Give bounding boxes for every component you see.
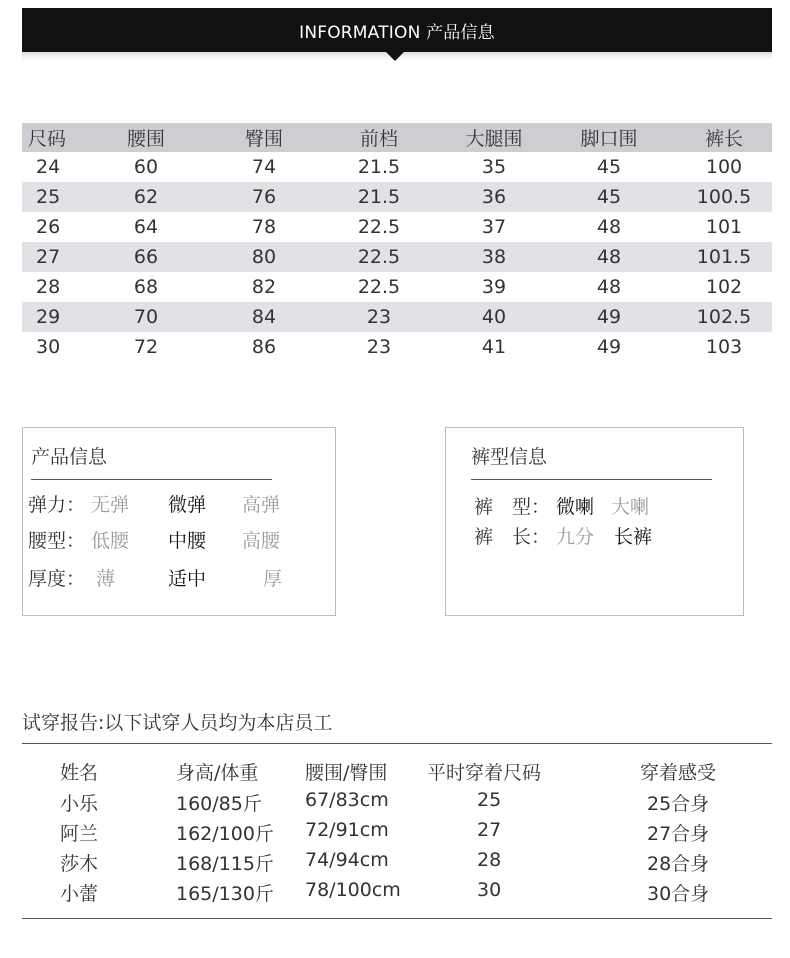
table-row	[22, 272, 772, 302]
cell: 70	[133, 306, 159, 328]
cell: 41	[481, 336, 507, 358]
header-name: 姓名	[60, 762, 99, 784]
banner-pointer-icon	[386, 52, 404, 61]
cell: 27	[36, 246, 61, 268]
pants-type-option-slight-flare: 微喇	[556, 496, 595, 518]
cell: 23	[366, 306, 392, 328]
cell: 78/100cm	[305, 879, 401, 901]
cell: 36	[481, 186, 507, 208]
fit-report-bottom-rule	[22, 918, 772, 919]
cell: 62	[133, 186, 159, 208]
banner-title: INFORMATION 产品信息	[299, 22, 495, 43]
cell: 26	[36, 216, 61, 238]
cell: 78	[251, 216, 277, 238]
cell: 48	[596, 276, 622, 298]
cell: 28	[477, 849, 502, 871]
cell: 22.5	[357, 216, 401, 238]
cell: 35	[481, 156, 507, 178]
cell: 45	[596, 186, 622, 208]
table-row	[22, 302, 772, 332]
elasticity-label: 弹力：	[28, 494, 86, 516]
fit-report-title: 试穿报告:以下试穿人员均为本店员工	[22, 712, 333, 734]
cell: 27	[477, 819, 502, 841]
cell: 37	[481, 216, 507, 238]
cell: 28	[36, 276, 61, 298]
cell: 60	[133, 156, 159, 178]
waist-type-label: 腰型：	[28, 530, 86, 552]
cell: 22.5	[357, 276, 401, 298]
cell: 82	[251, 276, 277, 298]
header-length: 裤长	[704, 128, 743, 150]
header-hip: 臀围	[244, 128, 283, 150]
elasticity-option-high: 高弹	[242, 494, 281, 516]
header-size: 尺码	[28, 128, 67, 150]
cell: 小乐	[60, 793, 99, 815]
cell: 40	[481, 306, 507, 328]
size-table	[22, 123, 772, 362]
table-row	[22, 332, 772, 362]
header-waist-hip: 腰围/臀围	[305, 762, 388, 784]
elasticity-option-slight: 微弹	[168, 494, 207, 516]
cell: 168/115斤	[176, 853, 274, 875]
cell: 80	[251, 246, 277, 268]
header-height-weight: 身高/体重	[176, 762, 259, 784]
cell: 49	[596, 306, 622, 328]
waist-type-option-mid: 中腰	[168, 530, 207, 552]
cell: 100.5	[696, 186, 752, 208]
cell: 莎木	[60, 853, 99, 875]
cell: 22.5	[357, 246, 401, 268]
thickness-option-thin: 薄	[96, 568, 116, 590]
cell: 阿兰	[60, 823, 99, 845]
cell: 160/85斤	[176, 793, 262, 815]
cell: 101.5	[696, 246, 752, 268]
table-row	[22, 819, 772, 849]
pants-length-label: 裤 长：	[474, 526, 551, 548]
cell: 24	[36, 156, 61, 178]
pants-length-option-full: 长裤	[614, 526, 653, 548]
cell: 72	[133, 336, 159, 358]
cell: 66	[133, 246, 159, 268]
cell: 30合身	[647, 883, 710, 905]
pants-length-option-ninth: 九分	[556, 526, 595, 548]
cell: 100	[705, 156, 743, 178]
cell: 102.5	[696, 306, 752, 328]
cell: 28合身	[647, 853, 710, 875]
thickness-label: 厚度：	[28, 568, 86, 590]
fit-report-top-rule	[22, 743, 772, 744]
cell: 25合身	[647, 793, 710, 815]
table-row	[22, 789, 772, 819]
thickness-option-thick: 厚	[263, 568, 283, 590]
cell: 49	[596, 336, 622, 358]
header-waist: 腰围	[126, 128, 165, 150]
table-row	[22, 212, 772, 242]
cell: 102	[705, 276, 743, 298]
cell: 30	[36, 336, 61, 358]
cell: 48	[596, 216, 622, 238]
header-front-rise: 前档	[359, 128, 398, 150]
cell: 25	[36, 186, 61, 208]
cell: 23	[366, 336, 392, 358]
cell: 74/94cm	[305, 849, 389, 871]
cell: 76	[251, 186, 277, 208]
cell: 162/100斤	[176, 823, 274, 845]
table-row	[22, 152, 772, 182]
product-info-title: 产品信息	[31, 446, 108, 468]
table-row	[22, 182, 772, 212]
cell: 29	[36, 306, 61, 328]
cell: 38	[481, 246, 507, 268]
product-info-box	[22, 427, 336, 616]
cell: 86	[251, 336, 277, 358]
cell: 68	[133, 276, 159, 298]
cell: 45	[596, 156, 622, 178]
cell: 39	[481, 276, 507, 298]
info-banner	[22, 8, 772, 52]
table-row	[22, 242, 772, 272]
cell: 103	[705, 336, 743, 358]
table-row	[22, 879, 772, 909]
cell: 27合身	[647, 823, 710, 845]
cell: 72/91cm	[305, 819, 389, 841]
cell: 67/83cm	[305, 789, 389, 811]
cell: 74	[251, 156, 277, 178]
waist-type-option-high: 高腰	[242, 530, 281, 552]
header-leg-opening: 脚口围	[580, 128, 638, 150]
cell: 101	[705, 216, 743, 238]
divider	[31, 479, 272, 480]
cell: 64	[133, 216, 159, 238]
cell: 165/130斤	[176, 883, 274, 905]
thickness-option-medium: 适中	[168, 568, 207, 590]
cell: 30	[477, 879, 502, 901]
cell: 21.5	[357, 156, 401, 178]
pants-type-label: 裤 型：	[474, 496, 551, 518]
table-row	[22, 849, 772, 879]
divider	[471, 479, 712, 480]
cell: 84	[251, 306, 277, 328]
pants-info-box	[445, 427, 744, 616]
fit-report-header	[22, 758, 772, 788]
header-fit-feeling: 穿着感受	[640, 762, 717, 784]
cell: 48	[596, 246, 622, 268]
cell: 21.5	[357, 186, 401, 208]
cell: 小蕾	[60, 883, 99, 905]
header-thigh: 大腿围	[465, 128, 523, 150]
header-usual-size: 平时穿着尺码	[427, 762, 542, 784]
pants-type-option-wide-flare: 大喇	[611, 496, 650, 518]
size-table-header	[22, 123, 772, 152]
cell: 25	[477, 789, 502, 811]
waist-type-option-low: 低腰	[91, 530, 130, 552]
elasticity-option-none: 无弹	[91, 494, 130, 516]
pants-info-title: 裤型信息	[471, 446, 548, 468]
